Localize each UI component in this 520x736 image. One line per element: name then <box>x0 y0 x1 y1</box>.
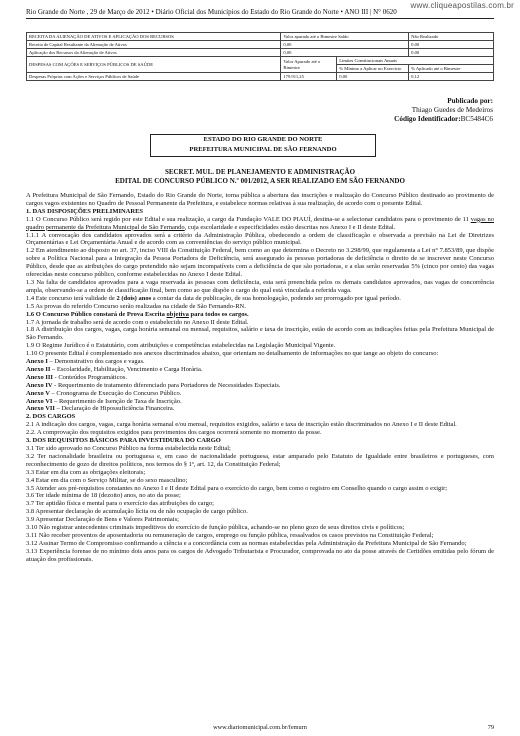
annex-text: – Requerimento de Isenção de Taxa de Inscrição. <box>52 397 182 405</box>
requirement-item: 3.5 Atender aos pré-requisitos constantes no Anexo I e II deste Edital para o exercício do cargo, bem como o registro em Conselho quando o cargo assim o exigir; <box>26 484 448 492</box>
text: para todos os cargos. <box>188 310 249 318</box>
prefecture-name: PREFEITURA MUNICIPAL DE SÃO FERNANDO <box>189 145 337 153</box>
footer-url[interactable]: www.diariomunicipal.com.br/femurn <box>213 724 307 731</box>
paragraph: 1.10 O presente Edital é complementado nos anexos discriminados abaixo, que orientam no detalhamento de informações no que tange ao objeto do concurso: <box>26 350 439 358</box>
bold-text: 2 (dois) anos <box>116 294 152 302</box>
watermark-text: www.cliqueapostilas.com.br <box>410 1 514 10</box>
annex-item <box>26 374 494 382</box>
annex-label: Anexo II <box>26 365 51 373</box>
section-heading: 1. DAS DISPOSIÇÕES PRELIMINARES <box>26 207 144 215</box>
annex-label: Anexo I <box>26 358 48 366</box>
annex-label: Anexo VII <box>26 405 55 413</box>
annex-text: – Demonstrativo dos cargos e vagas. <box>47 358 145 366</box>
annex-item <box>26 382 494 390</box>
table-cell: Limites Constitucionais Anuais <box>337 57 494 65</box>
annex-text: – Cronograma de Execução do Concurso Público. <box>49 389 182 397</box>
table-row <box>27 73 494 81</box>
requirement-item: 3.4 Estar em dia com o Serviço Militar, se do sexo masculino; <box>26 476 188 484</box>
annex-label: Anexo IV <box>26 381 53 389</box>
table-cell: Aplicação dos Recursos da Alienação de Ativos <box>27 49 281 57</box>
annex-label: Anexo VI <box>26 397 53 405</box>
section-heading: 2. DOS CARGOS <box>26 413 76 421</box>
requirement-item: 3.9 Apresentar Declaração de Bens e Valores Patrimoniais; <box>26 516 179 524</box>
annex-item <box>26 390 494 398</box>
annex-item <box>26 366 494 374</box>
paragraph: 1.9 O Regime Jurídico é o Estatutário, com atribuições e competências estabelecidas na Legislação Municipal Vigente. <box>26 342 336 350</box>
underlined-text: objetiva <box>166 310 189 318</box>
requirement-item: 3.3 Estar em dia com as obrigações eleitorais; <box>26 468 146 476</box>
published-by-label: Publicado por: <box>447 97 493 105</box>
table-cell: 0,00 <box>281 49 409 57</box>
paragraph: 1.8 A distribuição dos cargos, vagas, carga horária semanal ou mensal, requisitos, salário e taxa de inscrição, estão de acordo com as indicações feitas pela Prefeitura Municipal de São Fernando. <box>26 326 494 342</box>
table-cell: Despesas Próprias com Ações e Serviços Públicos de Saúde <box>27 73 281 81</box>
table-cell: Não Realizado <box>409 33 494 41</box>
paragraph: 2.2. A comprovação dos requisitos exigidos para provimentos dos cargos ocorrerá somente no momento da posse. <box>26 429 322 437</box>
text: 1.6 O Concurso Público constará de Prova Escrita <box>26 310 167 318</box>
requirement-item: 3.1 Ter sido aprovado no Concurso Público na forma estabelecida neste Edital; <box>26 445 231 452</box>
identifier-code: BC5484C6 <box>460 115 493 123</box>
text: 1.4 Este concurso terá validade de <box>26 294 117 302</box>
requirement-item: 3.6 Ter idade mínima de 18 (dezoito) anos, no ato da posse; <box>26 492 181 500</box>
table-cell: Valor Apurado até o Bimestre <box>281 57 337 73</box>
table-row <box>27 33 494 41</box>
text: 1.1 O Concurso Público será regido por este Edital e sua realização, a cargo da Fundação VALE DO PIAUÍ, destina-se a selecionar candidatos para o provimento de 11 <box>26 215 471 223</box>
secretariat-line: SECRET. MUL. DE PLANEJAMENTO E ADMINISTRAÇÃO <box>164 168 356 176</box>
table-cell: 0,00 <box>409 41 494 49</box>
code-label: Código Identificador: <box>394 115 461 123</box>
table-cell: Valor apurado até o Bimestre Saldo <box>281 33 409 41</box>
annex-item <box>26 405 494 413</box>
paragraph <box>26 295 494 303</box>
table-cell: 0,12 <box>409 73 494 81</box>
paragraph <box>26 311 494 319</box>
annex-item <box>26 358 494 366</box>
paragraph: 1.3 Na falta de candidatos aprovados para a vaga reservada às pessoas com deficiência, esta será preenchida pelos os demais candidatos aprovados, nas vagas de concorrência ampla, observando-se a ordem de classificação final, bem como ao que dispõe o cargo do qual está vinculada a referida vaga. <box>26 278 494 294</box>
annex-item <box>26 398 494 406</box>
annex-text: – Escolaridade, Habilitação, Vencimento e Carga Horária. <box>50 365 203 373</box>
table-cell: % Aplicado até o Bimestre <box>409 65 494 73</box>
paragraph: 2.1 A indicação dos cargos, vagas, carga horária semanal e/ou mensal, requisitos exigidos, salário e taxa de inscrição estão discriminados no Anexo I e II deste Edital. <box>26 421 457 429</box>
table-cell: 179.911,25 <box>281 73 337 81</box>
annex-text: - Requerimento de tratamento diferenciado para Portadores de Necessidades Especiais. <box>52 381 281 389</box>
table-row <box>27 41 494 49</box>
text: a contar da data de publicação, de sua homologação, podendo ser prorrogado por igual período. <box>151 294 401 302</box>
table-cell: 0,00 <box>409 49 494 57</box>
table-row <box>27 57 494 65</box>
underlined-text: vagas no quadro permanente da Prefeitura Municipal de São Fernando <box>26 215 494 231</box>
requirement-item: 3.2 Ter nacionalidade brasileira ou portuguesa e, em caso de nacionalidade portuguesa, estar amparado pelo Estatuto de Igualdade entre brasileiros e portugueses, com reconhecimento de gozo de direitos políticos, nos termos do § 1º, art. 12, da Constituição Federal; <box>26 452 494 468</box>
table-cell: Receita de Capital Resultante da Alienação de Ativos <box>27 41 281 49</box>
requirement-item: 3.11 Não receber proventos de aposentadoria ou remuneração de cargos, emprego ou função pública, ressalvados os casos previstos na Constituição Federal; <box>26 531 434 539</box>
annex-label: Anexo V <box>26 389 50 397</box>
paragraph: 1.7 A jornada de trabalho será de acordo com o estabelecido no Anexo II deste Edital. <box>26 318 249 326</box>
header-bullet-2: • <box>340 8 343 16</box>
annex-text: - Conteúdos Programáticos. <box>52 373 127 381</box>
requirement-item: 3.12 Assinar Termo de Compromisso confirmando a ciência e a concordância com as normas estabelecidas pela Administração da Prefeitura Municipal de São Fernando; <box>26 539 467 547</box>
table-cell: RECEITA DA ALIENAÇÃO DE ATIVOS E APLICAÇÃO DOS RECURSOS <box>27 33 281 41</box>
header-bullet: • <box>151 8 154 16</box>
financial-table <box>26 32 494 81</box>
edital-number-line: EDITAL DE CONCURSO PÚBLICO N.º 001/2012, A SER REALIZADO EM SÃO FERNANDO <box>115 177 405 185</box>
header-state-date: Rio Grande do Norte , 29 de Março de 2012 <box>26 8 150 16</box>
annex-label: Anexo III <box>26 373 53 381</box>
header-journal: Diário Oficial dos Municípios do Estado do Rio Grande do Norte <box>155 8 339 16</box>
table-cell: 0,00 <box>337 73 409 81</box>
requirement-item: 3.7 Ter aptidão física e mental para o exercício das atribuições do cargo; <box>26 500 214 508</box>
state-name: ESTADO DO RIO GRANDE DO NORTE <box>203 136 323 143</box>
publication-info <box>394 97 493 124</box>
state-title-box <box>150 134 376 157</box>
requirement-item: 3.8 Apresentar declaração de acumulação lícita ou de não ocupação de cargo público. <box>26 508 248 516</box>
requirement-item: 3.10 Não registrar antecedentes criminais impeditivos do exercício de função pública, achando-se no pleno gozo de seus direitos civis e políticos; <box>26 524 405 532</box>
page-header <box>26 6 494 19</box>
edital-body <box>26 192 494 564</box>
intro-paragraph: A Prefeitura Municipal de São Fernando, Estado do Rio Grande do Norte, torna pública a abertura das inscrições e realização do Concurso Público destinado ao provimento de cargos vagos existentes no Quadro de Pessoal Permanente da Prefeitura, e estabelece normas relativas à sua realização, de acordo com o presente Edital. <box>26 192 494 207</box>
edital-title <box>60 168 460 186</box>
paragraph <box>26 216 494 232</box>
page-number: 79 <box>487 724 494 731</box>
table-cell: DESPESAS COM AÇÕES E SERVIÇOS PÚBLICOS DE SAÚDE <box>27 57 281 73</box>
table-cell: 0,00 <box>281 41 409 49</box>
header-edition: ANO III | N° 0620 <box>344 8 397 16</box>
annex-text: – Declaração de Hipossuficiência Financeira. <box>54 405 175 413</box>
paragraph: 1.2 Em atendimento ao disposto no art. 37, inciso VIII da Constituição Federal, bem como ao que determina o Decreto no 3.298/99, que regulamenta a Lei n° 7.853/89, que dispõe sobre a Política Nacional para a Integração da Pessoa Portadora de Deficiência, será assegurado às pessoas portadoras de deficiência o direito de se inscrever neste Concurso Público, desde que as atribuições do cargo pretendido não sejam incompatíveis com a deficiência de que são portadoras, e a elas serão reservadas 5% (cinco por cento) das vagas oferecidas neste concurso público, conforme estabelecidas no Anexo I deste Edital. <box>26 247 494 279</box>
section-heading: 3. DOS REQUISITOS BÁSICOS PARA INVESTIDURA DO CARGO <box>26 437 221 445</box>
table-cell: % Mínimo a Aplicar no Exercício <box>337 65 409 73</box>
paragraph: 1.5 As provas do referido Concurso serão realizadas na cidade de São Fernando-RN. <box>26 302 246 310</box>
table-row <box>27 49 494 57</box>
requirement-item: 3.13 Experiência forense de no mínimo dois anos para os cargos de Advogado Tributarista e Procurador, comprovada no ato da posse através de Certidões emitidas pelo fórum de atuação dos profissionais. <box>26 547 494 563</box>
text: , cuja escolaridade e especificidades estão descritas nos Anexo I e II deste Edital. <box>184 223 396 231</box>
publisher-name: Thiago Guedes de Medeiros <box>411 106 493 114</box>
paragraph: 1.1.1 A convocação dos candidatos aprovados será a critério da Administração Pública, obedecendo a ordem de classificação e observada a previsão na Lei de Diretrizes Orçamentárias e Lei Orçamentária Anual e de acordo com as conveniências do serviço público municipal. <box>26 231 494 247</box>
